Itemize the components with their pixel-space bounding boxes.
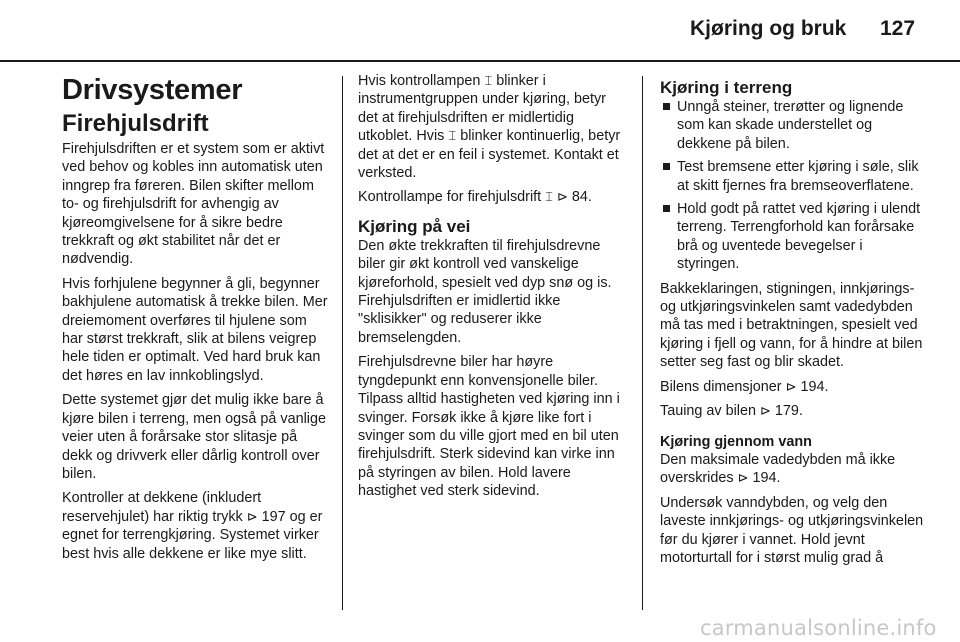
awd-warning-lamp-icon: ⌶	[545, 189, 553, 205]
reference-arrow-icon: ⊳	[246, 508, 258, 524]
paragraph	[358, 188, 624, 206]
text: blinker kontinuerlig, betyr det at det er en feil i systemet. Kontakt et verksted.	[358, 128, 621, 182]
column-divider-2	[642, 76, 643, 610]
text: Den maksimale vadedybden må ikke overskrides	[660, 451, 896, 487]
list-item	[660, 98, 926, 153]
bullet-list	[660, 98, 926, 274]
page-reference-link[interactable]: 179.	[774, 403, 803, 420]
text: blinker i instrumentgruppen under kjøring, betyr det at firehjulsdriften er midlertidig utkoblet. Hvis	[358, 73, 606, 145]
text: Tauing av bilen	[660, 403, 757, 420]
reference-arrow-icon: ⊳	[737, 470, 749, 486]
watermark: carmanualsonline.info	[700, 616, 937, 640]
column-divider-1	[342, 76, 343, 610]
paragraph: Bakkeklaringen, stigningen, innkjørings- og utkjøringsvinkelen samt vadedybden må tas med i betraktningen, spesielt ved kjøring i fjell og vann, for å hindre at bilen setter seg fast og blir skadet.	[660, 280, 923, 371]
subsection-heading: Kjøring gjennom vann	[660, 433, 812, 450]
reference-arrow-icon: ⊳	[556, 189, 568, 205]
text: Kontrollampe for firehjulsdrift	[358, 189, 542, 206]
bullet-square-icon	[663, 163, 670, 170]
paragraph: Hvis forhjulene begynner å gli, begynner bakhjulene automatisk å trekke bilen. Mer dreiemoment overføres til hjulene som har størst trekkraft, slik at bilens veigrep hele tiden er optimalt. Ved hard bruk kan det høres en lav innkoblingslyd.	[62, 275, 328, 384]
paragraph: Undersøk vanndybden, og velg den laveste innkjørings- og utkjøringsvinkelen før du kjører i vannet. Hold jevnt motorturtall for i størst mulig grad å	[660, 494, 924, 566]
page-number: 127	[880, 17, 916, 40]
header-rule	[0, 60, 960, 62]
list-item-text: Test bremsene etter kjøring i søle, slik at skitt fjernes fra bremseoverflatene.	[677, 159, 919, 194]
subsection-heading: Firehjulsdrift	[62, 110, 209, 137]
list-item-text: Hold godt på rattet ved kjøring i ulendt terreng. Terrengforhold kan forårsake brå og uventede bevegelser i styringen.	[677, 201, 921, 273]
bullet-square-icon	[663, 205, 670, 212]
paragraph	[660, 402, 926, 420]
subsection-heading: Kjøring i terreng	[660, 78, 793, 97]
column-2	[358, 72, 624, 507]
paragraph: Dette systemet gjør det mulig ikke bare å kjøre bilen i terreng, men også på vanlige veier uten å forårsake stor slitasje på dekk og drivverk eller dårlig kontroll over bilen.	[62, 392, 326, 482]
paragraph	[660, 451, 926, 488]
paragraph	[62, 489, 330, 563]
subsection-heading: Kjøring på vei	[358, 216, 471, 236]
awd-warning-lamp-icon: ⌶	[484, 73, 493, 88]
page-reference-link[interactable]: 84.	[571, 189, 592, 206]
page-reference-link[interactable]: 197	[261, 508, 286, 525]
paragraph: Firehjulsdrevne biler har høyre tyngdepunkt enn konvensjonelle biler. Tilpass alltid hastigheten ved kjøring inn i svinger. Forsøk ikke å kjøre like fort i svinger som du ville gjort med en bil uten firehjulsdrift. Sterk sidevind kan virke inn på styringen av bilen. Hold lavere hastighet ved sterk sidevind.	[358, 354, 620, 500]
list-item	[660, 158, 926, 195]
paragraph: Firehjulsdriften er et system som er aktivt ved behov og kobles inn automatisk uten inngrep fra føreren. Bilen skifter mellom to- og firehjulsdrift for avhengig av kjøreomgivelsene for å sikre bedre trekkraft og økt stabilitet når det er nødvendig.	[62, 141, 325, 268]
paragraph	[358, 72, 624, 182]
bullet-square-icon	[663, 103, 670, 110]
paragraph	[660, 378, 926, 396]
column-1	[62, 72, 330, 569]
text: Bilens dimensjoner	[660, 378, 782, 395]
text: Hvis kontrollampen	[358, 73, 481, 89]
page-reference-link[interactable]: 194.	[752, 470, 781, 487]
paragraph: Den økte trekkraften til firehjulsdrevne biler gir økt kontroll ved vanskelige kjøreforhold, spesielt ved dyp snø og is. Firehjulsdriften er imidlertid ikke "sklisikker" og reduserer ikke bremselengden.	[358, 237, 612, 346]
page-reference-link[interactable]: 194.	[800, 378, 829, 395]
list-item-text: Unngå steiner, trerøtter og lignende som kan skade understellet og dekkene på bilen.	[677, 99, 904, 152]
column-3	[660, 72, 926, 573]
reference-arrow-icon: ⊳	[785, 378, 797, 394]
awd-warning-lamp-icon: ⌶	[448, 128, 457, 144]
reference-arrow-icon: ⊳	[760, 403, 771, 419]
list-item	[660, 200, 926, 274]
text: og er egnet for terrengkjøring. Systemet virker best hvis alle dekkene er like mye slitt.	[62, 508, 323, 562]
section-heading: Drivsystemer	[62, 74, 243, 106]
header-title: Kjøring og bruk	[690, 17, 847, 40]
text: Kontroller at dekkene (inkludert reservehjulet) har riktig trykk	[62, 490, 262, 525]
